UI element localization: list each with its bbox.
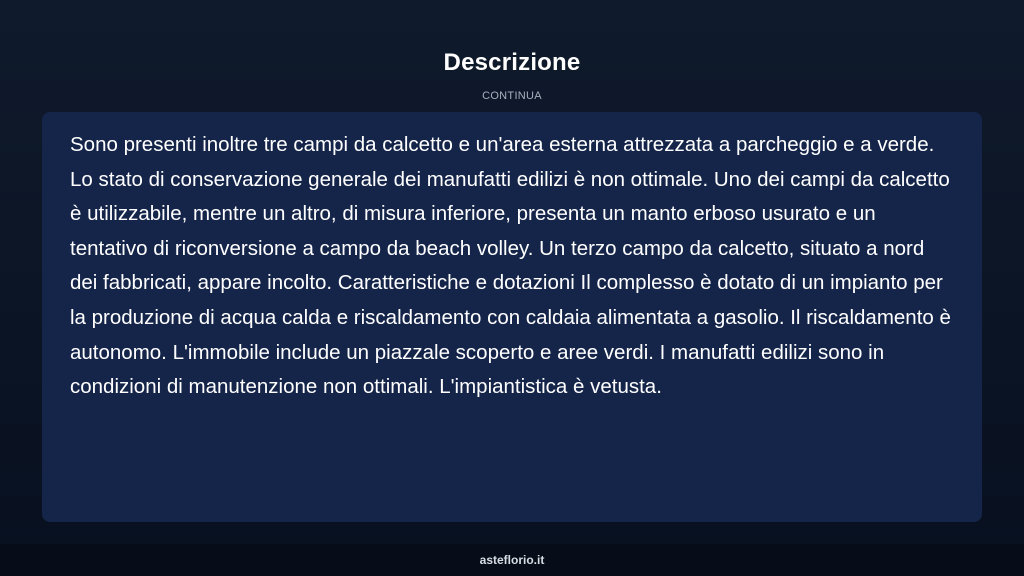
footer-bar (0, 544, 1024, 576)
footer-site-name: asteflorio.it (479, 553, 545, 567)
description-card (42, 112, 982, 522)
description-text: Sono presenti inoltre tre campi da calcetto e un'area esterna attrezzata a parcheggio e a verde. Lo stato di conservazione generale dei manufatti edilizi è non ottimale. Uno dei campi da calcetto è utilizzabile, mentre un altro, di misura inferiore, presenta un manto erboso usurato e un tentativo di riconversione a campo da beach volley. Un terzo campo da calcetto, situato a nord dei fabbricati, appare incolto. Caratteristiche e dotazioni Il complesso è dotato di un impianto per la produzione di acqua calda e riscaldamento con caldaia alimentata a gasolio. Il riscaldamento è autonomo. L'immobile include un piazzale scoperto e aree verdi. I manufatti edilizi sono in condizioni di manutenzione non ottimali. L'impiantistica è vetusta. (70, 133, 951, 399)
page-title: Descrizione (443, 49, 581, 76)
page-subtitle: CONTINUA (482, 90, 542, 102)
